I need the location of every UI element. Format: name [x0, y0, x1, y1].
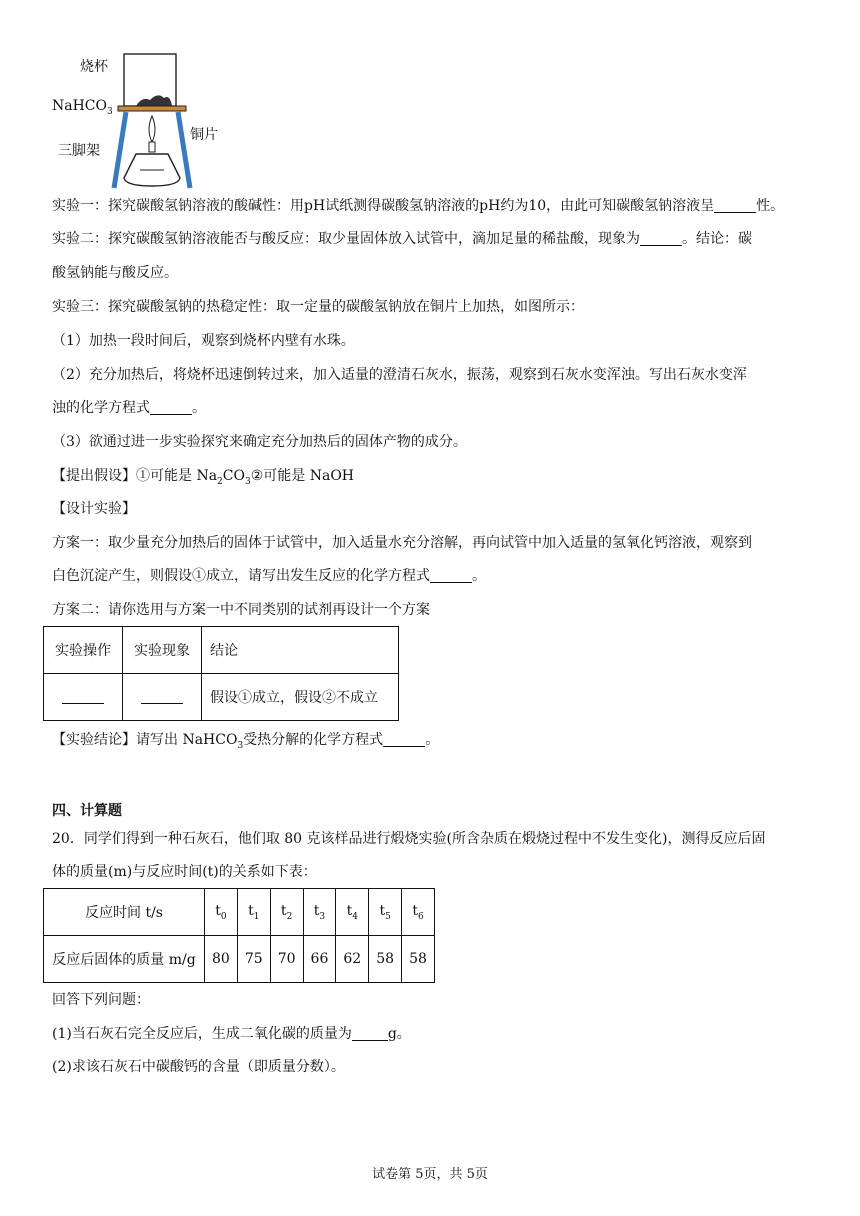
blank-exp1[interactable] — [714, 198, 756, 213]
time-cell: $t_3$ — [303, 889, 336, 936]
answer-prompt: 回答下列问题： — [52, 992, 150, 1008]
mass-label: 反应后固体的质量 m/g — [44, 936, 205, 983]
header-phenomenon: 实验现象 — [123, 627, 202, 674]
reaction-data-table — [43, 888, 435, 983]
mass-cell: 80 — [205, 936, 238, 983]
q3-text: （3）欲通过进一步实验探究来确定充分加热后的固体产物的成分。 — [52, 434, 467, 450]
blank-phenomenon[interactable] — [141, 689, 183, 704]
exp2-text: 实验二：探究碳酸氢钠溶液能否与酸反应：取少量固体放入试管中，滴加足量的稀盐酸，现象为 。结论：碳 — [52, 231, 752, 247]
q2-text: （2）充分加热后，将烧杯迅速倒转过来，加入适量的澄清石灰水，振荡，观察到石灰水变浑浊。写出石灰水变浑 — [52, 367, 747, 383]
hypothesis: 【提出假设】①可能是 $Na_2CO_3②$可能是 NaOH — [52, 468, 355, 487]
q1-text: （1）加热一段时间后，观察到烧杯内壁有水珠。 — [52, 333, 355, 349]
page-footer: 试卷第 5页，共 5页 — [372, 1167, 488, 1182]
design-heading: 【设计实验】 — [52, 501, 136, 517]
header-conclusion: 结论 — [202, 627, 399, 674]
blank-operation[interactable] — [62, 689, 104, 704]
blank-conclusion[interactable] — [383, 732, 425, 747]
plan2-text: 方案二：请你选用与方案一中不同类别的试剂再设计一个方案 — [52, 602, 430, 618]
section-title: 四、计算题 — [52, 803, 122, 819]
mass-cell: 75 — [237, 936, 270, 983]
mass-cell: 58 — [402, 936, 435, 983]
plan1-text-cont: 白色沉淀产生，则假设①成立，请写出发生反应的化学方程式 。 — [52, 568, 486, 584]
operation-blank-cell — [44, 674, 123, 721]
exp3-text: 实验三：探究碳酸氢钠的热稳定性：取一定量的碳酸氢钠放在铜片上加热，如图所示： — [52, 299, 584, 315]
exp1-text: 实验一：探究碳酸氢钠溶液的酸碱性：用pH试纸测得碳酸氢钠溶液的pH约为10，由此可知碳酸氢钠溶液呈 性。 — [52, 198, 785, 214]
beaker-label: 烧杯 — [80, 59, 108, 75]
mass-cell: 70 — [270, 936, 303, 983]
mass-cell: 62 — [336, 936, 369, 983]
q2-text-cont: 浊的化学方程式 。 — [52, 400, 206, 416]
time-label: 反应时间 t/s — [44, 889, 205, 936]
mass-cell: 58 — [369, 936, 402, 983]
blank-exp2[interactable] — [640, 231, 682, 246]
mass-row — [44, 936, 435, 983]
experiment-conclusion: 【实验结论】请写出 NaHCO$_3$受热分解的化学方程式 。 — [52, 732, 440, 751]
time-cell: $t_6$ — [402, 889, 435, 936]
time-cell: $t_5$ — [369, 889, 402, 936]
exp2-text-cont: 酸氢钠能与酸反应。 — [52, 265, 178, 281]
q20-text: 20．同学们得到一种石灰石，他们取 80 克该样品进行煅烧实验(所含杂质在煅烧过程中不发生变化)，测得反应后固 — [52, 831, 766, 847]
sub-question-1: (1)当石灰石完全反应后，生成二氧化碳的质量为 g。 — [52, 1026, 411, 1042]
mass-cell: 66 — [303, 936, 336, 983]
header-operation: 实验操作 — [44, 627, 123, 674]
time-cell: $t_1$ — [237, 889, 270, 936]
blank-q2[interactable] — [150, 400, 192, 415]
q20-text-cont: 体的质量(m)与反应时间(t)的关系如下表： — [52, 864, 317, 880]
time-cell: $t_4$ — [336, 889, 369, 936]
phenomenon-blank-cell — [123, 674, 202, 721]
copper-label: 铜片 — [190, 127, 218, 143]
time-cell: $t_2$ — [270, 889, 303, 936]
plan1-text: 方案一：取少量充分加热后的固体于试管中，加入适量水充分溶解，再向试管中加入适量的氢氧化钙溶液，观察到 — [52, 535, 752, 551]
tripod-label: 三脚架 — [58, 143, 100, 159]
experiment-apparatus-figure — [52, 46, 252, 196]
plan2-table — [43, 626, 399, 721]
conclusion-cell: 假设①成立，假设②不成立 — [202, 674, 399, 721]
time-cell: $t_0$ — [205, 889, 238, 936]
blank-co2-mass[interactable] — [352, 1026, 388, 1041]
nahco3-label: NaHCO$_3$ — [52, 98, 113, 117]
sub-question-2: (2)求该石灰石中碳酸钙的含量（即质量分数）。 — [52, 1059, 345, 1075]
blank-plan1[interactable] — [430, 568, 472, 583]
time-row — [44, 889, 435, 936]
